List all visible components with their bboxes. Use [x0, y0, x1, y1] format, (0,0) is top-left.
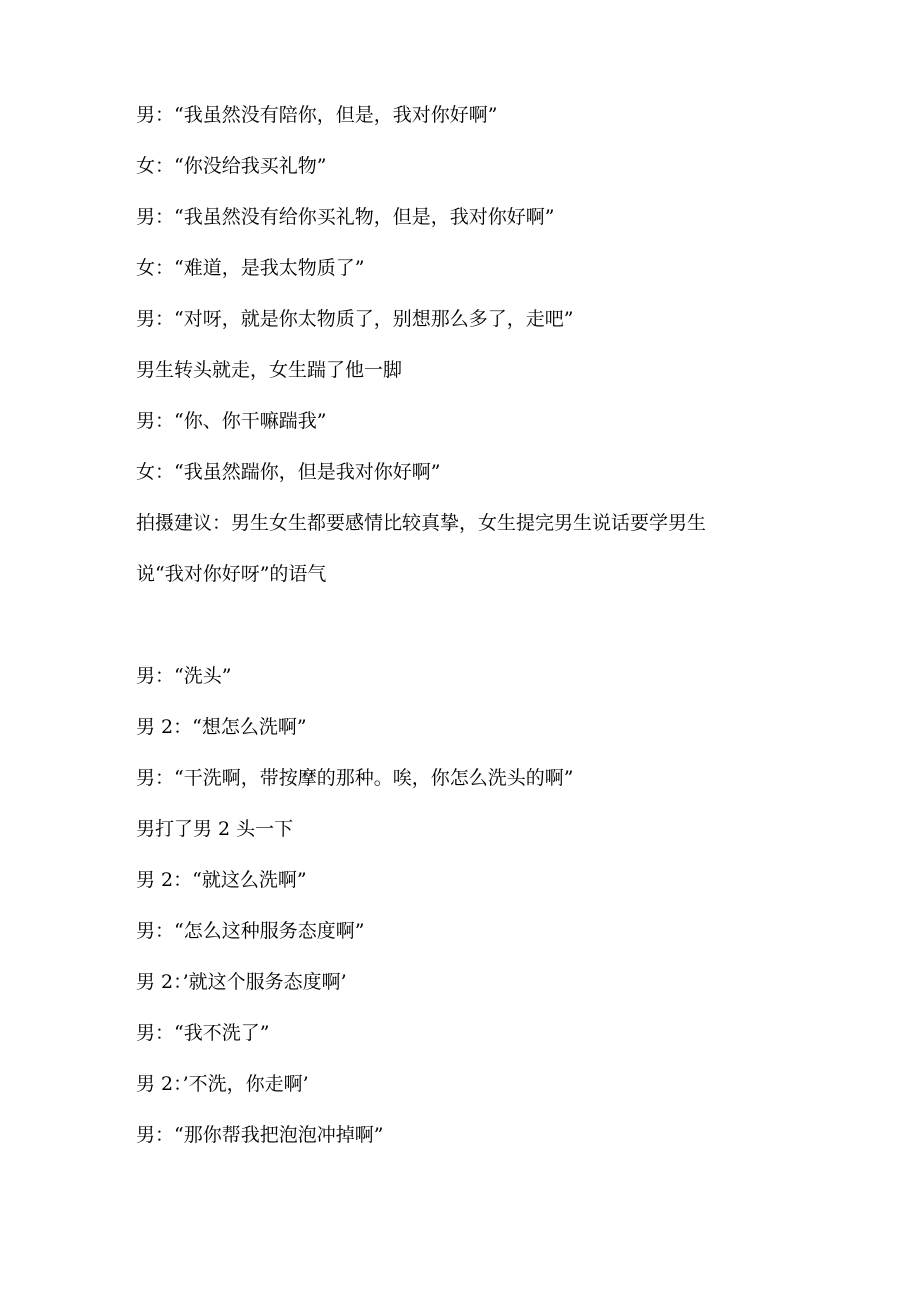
dialogue-line: 男：“洗头” — [136, 665, 232, 687]
dialogue-line: 女：“你没给我买礼物” — [136, 155, 327, 177]
dialogue-line: 男：“对呀，就是你太物质了，别想那么多了，走吧” — [136, 308, 574, 330]
dialogue-line: 男：“我虽然没有陪你，但是，我对你好啊” — [136, 104, 498, 126]
dialogue-line: 男：“干洗啊，带按摩的那种。唉，你怎么洗头的啊” — [136, 767, 574, 789]
stage-direction: 男打了男 2 头一下 — [136, 818, 294, 840]
dialogue-line: 男 2：’不洗，你走啊’ — [136, 1073, 309, 1095]
dialogue-line: 男 2：’就这个服务态度啊’ — [136, 971, 347, 993]
section-gap — [136, 608, 776, 659]
dialogue-line: 男：“那你帮我把泡泡冲掉啊” — [136, 1124, 384, 1146]
document-body — [136, 98, 776, 1169]
dialogue-line: 女：“难道，是我太物质了” — [136, 257, 365, 279]
dialogue-line: 女：“我虽然踹你，但是我对你好啊” — [136, 461, 441, 483]
dialogue-line: 男：“怎么这种服务态度啊” — [136, 920, 365, 942]
dialogue-line: 男：“我虽然没有给你买礼物，但是，我对你好啊” — [136, 206, 555, 228]
dialogue-line: 男 2：“想怎么洗啊” — [136, 716, 307, 738]
dialogue-line: 男：“我不洗了” — [136, 1022, 270, 1044]
shooting-suggestion-continued: 说“我对你好呀”的语气 — [136, 563, 327, 585]
shooting-suggestion: 拍摄建议：男生女生都要感情比较真挚，女生提完男生说话要学男生 — [136, 512, 707, 534]
dialogue-line: 男：“你、你干嘛踹我” — [136, 410, 327, 432]
dialogue-line: 男 2：“就这么洗啊” — [136, 869, 307, 891]
stage-direction: 男生转头就走，女生踹了他一脚 — [136, 359, 403, 381]
